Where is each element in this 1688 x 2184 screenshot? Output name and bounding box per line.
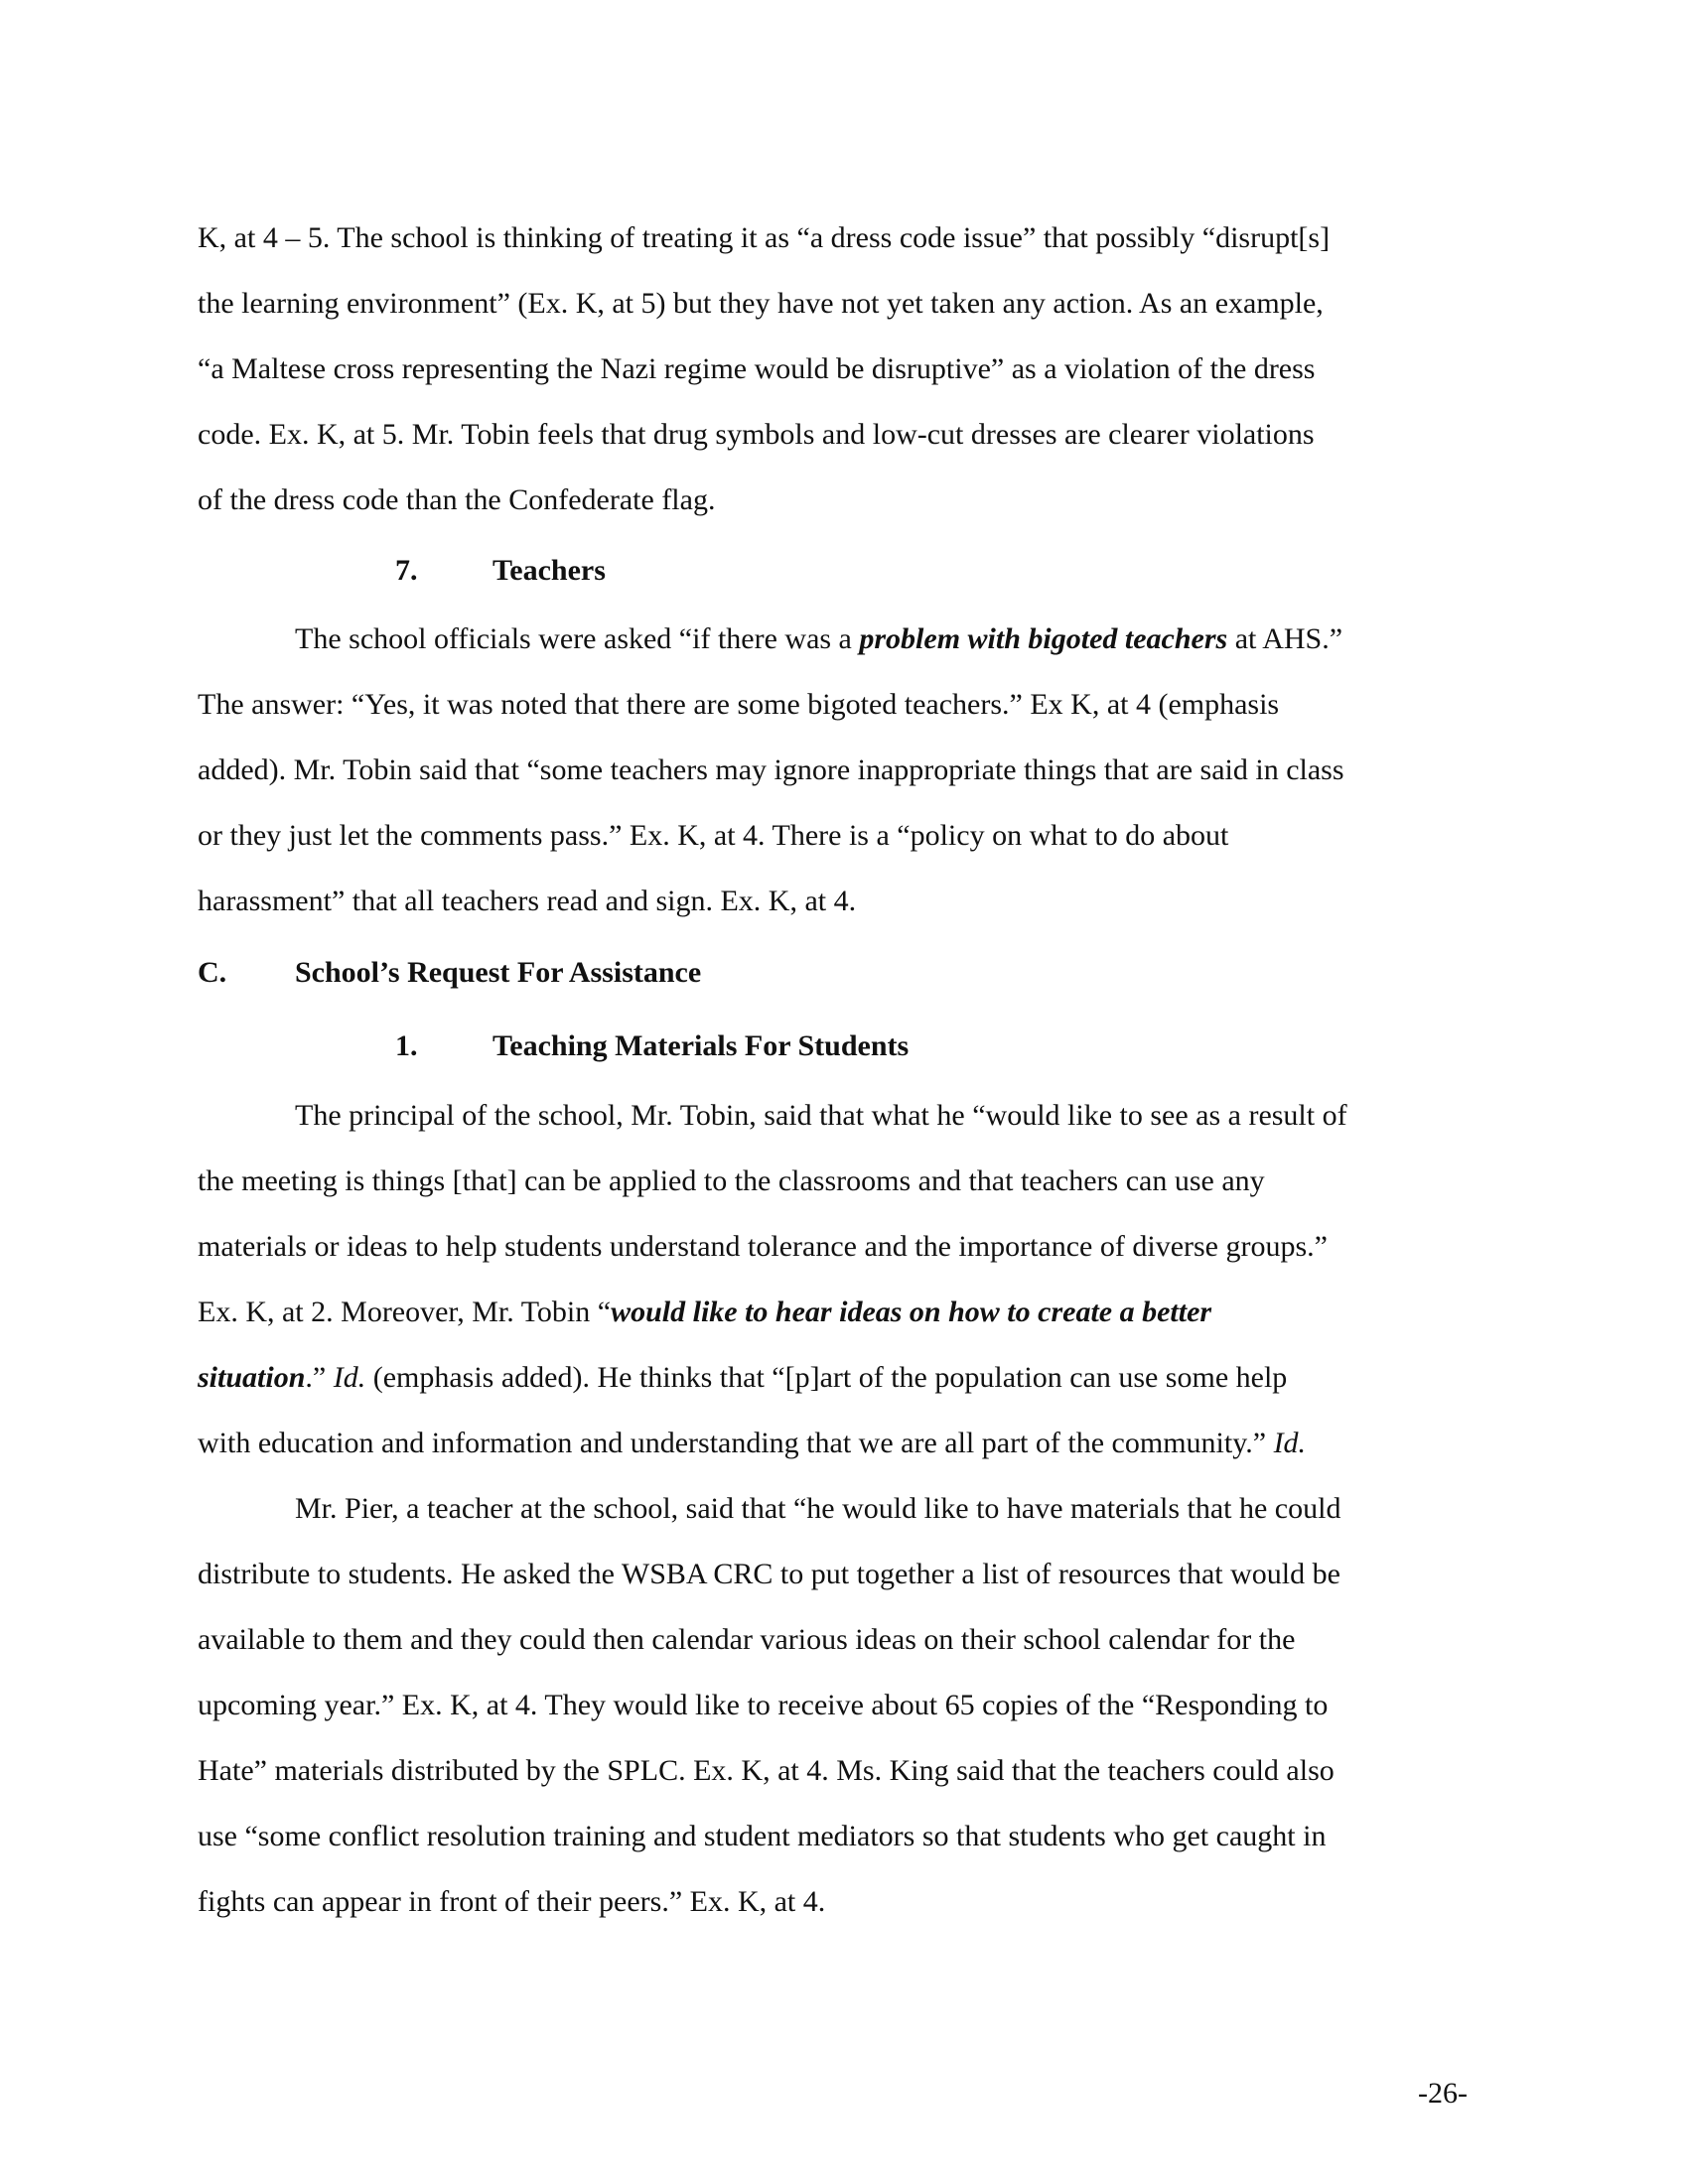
citation-id: Id. <box>333 1361 366 1394</box>
body-line: The answer: “Yes, it was noted that there are some bigoted teachers.” Ex K, at 4 (emphasis <box>198 688 1280 721</box>
heading-text: Teachers <box>492 554 606 587</box>
body-line: fights can appear in front of their peers.” Ex. K, at 4. <box>198 1885 826 1918</box>
emphasis-text: situation <box>198 1361 306 1394</box>
body-line: available to them and they could then calendar various ideas on their school calendar for the <box>198 1623 1296 1656</box>
body-line: the meeting is things [that] can be applied to the classrooms and that teachers can use any <box>198 1164 1265 1197</box>
emphasis-text: problem with bigoted teachers <box>859 622 1228 655</box>
body-line <box>198 1426 1306 1461</box>
body-line: code. Ex. K, at 5. Mr. Tobin feels that drug symbols and low-cut dresses are clearer violations <box>198 418 1315 451</box>
body-line: K, at 4 – 5. The school is thinking of treating it as “a dress code issue” that possibly “disrupt[s] <box>198 221 1331 254</box>
heading-text: School’s Request For Assistance <box>295 956 702 989</box>
body-line: upcoming year.” Ex. K, at 4. They would like to receive about 65 copies of the “Responding to <box>198 1689 1329 1721</box>
body-line: added). Mr. Tobin said that “some teachers may ignore inappropriate things that are said in class <box>198 753 1344 786</box>
body-line: Mr. Pier, a teacher at the school, said that “he would like to have materials that he could <box>295 1492 1341 1525</box>
text-run: at AHS.” <box>1227 622 1343 655</box>
body-line <box>295 621 1342 657</box>
body-line: the learning environment” (Ex. K, at 5) but they have not yet taken any action. As an example, <box>198 287 1324 320</box>
heading-number: 7. <box>395 554 418 587</box>
text-run: The school officials were asked “if there was a <box>295 622 860 655</box>
text-run: Ex. K, at 2. Moreover, Mr. Tobin “ <box>198 1296 612 1328</box>
heading-number: C. <box>198 956 227 989</box>
body-line: of the dress code than the Confederate flag. <box>198 483 716 516</box>
page-number: -26- <box>1418 2077 1468 2110</box>
body-line: use “some conflict resolution training and student mediators so that students who get caught in <box>198 1820 1327 1852</box>
body-line: Hate” materials distributed by the SPLC. Ex. K, at 4. Ms. King said that the teachers could also <box>198 1754 1335 1787</box>
body-line: harassment” that all teachers read and sign. Ex. K, at 4. <box>198 885 857 917</box>
heading-text: Teaching Materials For Students <box>492 1029 910 1062</box>
citation-id: Id. <box>1273 1427 1307 1459</box>
body-line: materials or ideas to help students understand tolerance and the importance of diverse groups.” <box>198 1230 1328 1263</box>
text-run: (emphasis added). He thinks that “[p]art of the population can use some help <box>365 1361 1288 1394</box>
body-line: or they just let the comments pass.” Ex. K, at 4. There is a “policy on what to do about <box>198 819 1229 852</box>
emphasis-text: would like to hear ideas on how to create a better <box>611 1296 1212 1328</box>
body-line: distribute to students. He asked the WSBA CRC to put together a list of resources that would be <box>198 1558 1340 1590</box>
body-line <box>198 1295 1211 1330</box>
text-run: .” <box>305 1361 334 1394</box>
body-line: The principal of the school, Mr. Tobin, said that what he “would like to see as a result of <box>295 1099 1347 1132</box>
heading-number: 1. <box>395 1029 418 1062</box>
body-line: “a Maltese cross representing the Nazi regime would be disruptive” as a violation of the dress <box>198 352 1316 385</box>
text-run: with education and information and understanding that we are all part of the community.” <box>198 1427 1274 1459</box>
body-line <box>198 1360 1287 1396</box>
